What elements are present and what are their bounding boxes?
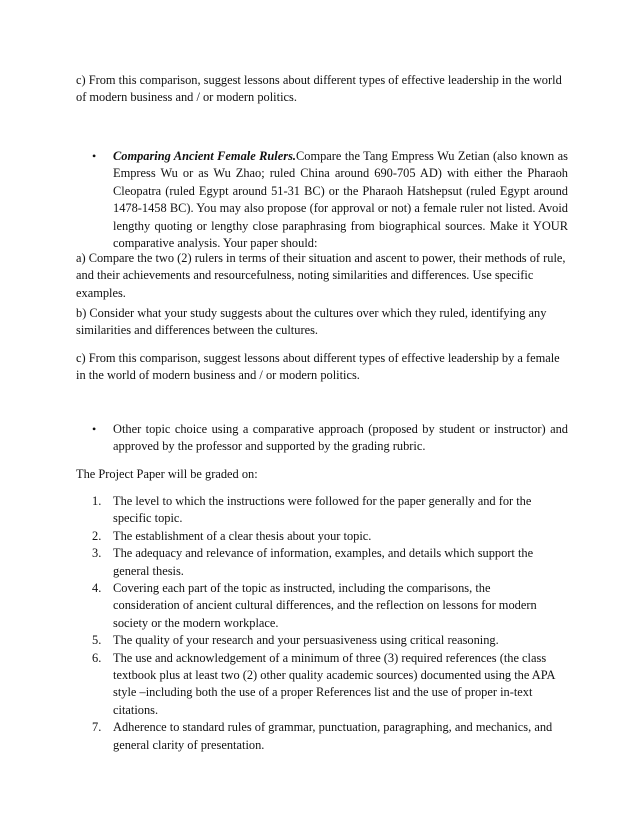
paragraph-a-compare-rulers: a) Compare the two (2) rulers in terms of their situation and ascent to power, their methods of rule, and their achievements and resourcefulness, noting similarities and differences. Use specific examples.	[76, 251, 566, 300]
topic-body: Compare the Tang Empress Wu Zetian (also known as Empress Wu or as Wu Zhao; ruled China around 690-705 AD) with either the Pharaoh Cleopatra (ruled Egypt around 51-31 BC) or the Pharaoh Hatshepsut (ruled Egypt around 1478-1458 BC). You may also propose (for approval or not) a female ruler not listed. Avoid lengthy quoting or lengthy close paraphrasing from biographical sources. Make it YOUR comparative analysis. Your paper should:	[113, 149, 568, 251]
bullet-icon: •	[92, 422, 97, 436]
paragraph-c-modern-business: c) From this comparison, suggest lessons about different types of effective leadership in the world of modern business and / or modern politics.	[76, 73, 562, 105]
criteria-text: The level to which the instructions were followed for the paper generally and for the specific topic.	[113, 494, 532, 526]
criteria-item	[76, 632, 556, 649]
criteria-item	[76, 528, 556, 545]
topic-title: Comparing Ancient Female Rulers.	[113, 149, 296, 163]
criteria-text: The quality of your research and your persuasiveness using critical reasoning.	[113, 633, 499, 648]
criteria-item	[76, 650, 556, 720]
criteria-number: 5.	[92, 633, 102, 648]
criteria-number: 2.	[92, 528, 102, 543]
criteria-number: 1.	[92, 494, 102, 508]
criteria-text: Covering each part of the topic as instructed, including the comparisons, the consideration of ancient cultural differences, and the reflection on lessons for modern society or the modern workplace.	[113, 581, 537, 630]
paragraph-c-female-leadership: c) From this comparison, suggest lessons about different types of effective leadership by a female in the world of modern business and / or modern politics.	[76, 351, 560, 383]
topic-other-choice	[92, 421, 568, 456]
criteria-item	[76, 580, 556, 632]
criteria-text: The use and acknowledgement of a minimum of three (3) required references (the class textbook plus at least two (2) other quality academic sources) documented using the APA style –including both the use of a proper References list and the use of proper in-text citations.	[113, 650, 555, 717]
topic-female-rulers-text	[113, 148, 568, 252]
grading-criteria-list	[76, 493, 556, 754]
criteria-text: The establishment of a clear thesis about your topic.	[113, 528, 372, 543]
criteria-number: 6.	[92, 650, 102, 665]
topic-female-rulers	[92, 148, 568, 252]
criteria-item	[76, 493, 556, 528]
criteria-number: 4.	[92, 581, 102, 596]
criteria-text: The adequacy and relevance of information, examples, and details which support the general thesis.	[113, 546, 534, 578]
topic-other-choice-text: Other topic choice using a comparative approach (proposed by student or instructor) and approved by the professor and supported by the grading rubric.	[113, 422, 568, 454]
paragraph-b-cultures: b) Consider what your study suggests about the cultures over which they ruled, identifying any similarities and differences between the cultures.	[76, 306, 547, 338]
criteria-item	[76, 545, 556, 580]
graded-intro: The Project Paper will be graded on:	[76, 467, 258, 481]
criteria-item	[76, 719, 556, 754]
criteria-number: 7.	[92, 720, 102, 735]
criteria-text: Adherence to standard rules of grammar, punctuation, paragraphing, and mechanics, and general clarity of presentation.	[113, 720, 553, 752]
bullet-icon: •	[92, 149, 97, 163]
criteria-number: 3.	[92, 546, 102, 561]
